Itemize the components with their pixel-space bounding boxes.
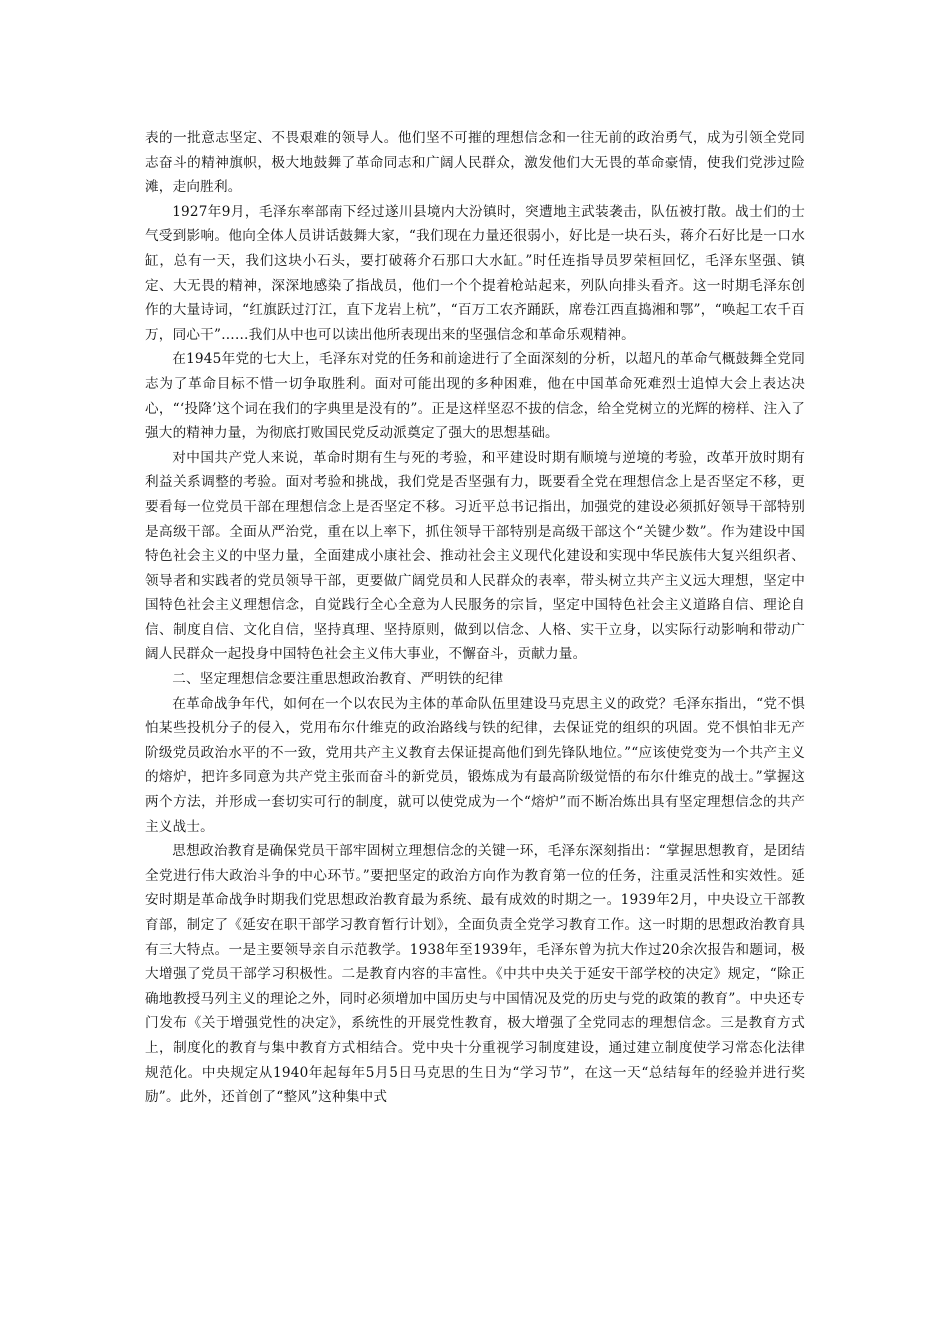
paragraph-tests-of-party: 对中国共产党人来说，革命时期有生与死的考验，和平建设时期有顺境与逆境的考验，改革开放时期有利益关系调整的考验。面对考验和挑战，我们党是否坚强有力，既要看全党在理想信念上是否坚定不移，更要看每一位党员干部在理想信念上是否坚定不移。习近平总书记指出，加强党的建设必须抓好领导干部特别是高级干部。全面从严治党，重在以上率下，抓住领导干部特别是高级干部这个“关键少数”。作为建设中国特色社会主义的中坚力量，全面建成小康社会、推动社会主义现代化建设和实现中华民族伟大复兴组织者、领导者和实践者的党员领导干部，更要做广阔党员和人民群众的表率，带头树立共产主义远大理想，坚定中国特色社会主义理想信念，自觉践行全心全意为人民服务的宗旨，坚定中国特色社会主义道路自信、理论自信、制度自信、文化自信，坚持真理、坚持原则，做到以信念、人格、实干立身，以实际行动影响和带动广阔人民群众一起投身中国特色社会主义伟大事业，不懈奋斗，贡献力量。 xyxy=(145,449,805,663)
paragraph-1927-dafen: 1927年9月，毛泽东率部南下经过遂川县境内大汾镇时，突遭地主武装袭击，队伍被打散。战士们的士气受到影响。他向全体人员讲话鼓舞大家，“我们现在力量还很弱小，好比是一块石头，蒋介石好比是一口水缸，总有一天，我们这块小石头，要打破蒋介石那口大水缸。”时任连指导员罗荣桓回忆，毛泽东坚强、镇定、大无畏的精神，深深地感染了指战员，他们一个个提着枪站起来，列队向排头看齐。这一时期毛泽东创作的大量诗词，“红旗跃过汀江，直下龙岩上杭”，“百万工农齐踊跃，席卷江西直捣湘和鄂”，“唤起工农千百万，同心干”……我们从中也可以读出他所表现出来的坚强信念和革命乐观精神。 xyxy=(145,203,805,343)
document-page xyxy=(145,126,805,1110)
section-heading-2: 二、坚定理想信念要注重思想政治教育、严明铁的纪律 xyxy=(172,671,504,688)
paragraph-continuation: 表的一批意志坚定、不畏艰难的领导人。他们坚不可摧的理想信念和一往无前的政治勇气，成为引领全党同志奋斗的精神旗帜，极大地鼓舞了革命同志和广阔人民群众，激发他们大无畏的革命豪情，使我们党涉过险滩，走向胜利。 xyxy=(145,130,805,196)
paragraph-political-education: 思想政治教育是确保党员干部牢固树立理想信念的关键一环，毛泽东深刻指出：“掌握思想教育，是团结全党进行伟大政治斗争的中心环节。”要把坚定的政治方向作为教育第一位的任务，注重灵活性和实效性。延安时期是革命战争时期我们党思想政治教育最为系统、最有成效的时期之一。1939年2月，中央设立干部教育部，制定了《延安在职干部学习教育暂行计划》，全面负责全党学习教育工作。这一时期的思想政治教育具有三大特点。一是主要领导亲自示范教学。1938年至1939年，毛泽东曾为抗大作过20余次报告和题词，极大增强了党员干部学习积极性。二是教育内容的丰富性。《中共中央关于延安干部学校的决定》规定，“除正确地教授马列主义的理论之外，同时必须增加中国历史与中国情况及党的历史与党的政策的教育”。中央还专门发布《关于增强党性的决定》，系统性的开展党性教育，极大增强了全党同志的理想信念。三是教育方式上，制度化的教育与集中教育方式相结合。党中央十分重视学习制度建设，通过建立制度使学习常态化法律规范化。中央规定从1940年起每年5月5日马克思的生日为“学习节”，在这一天“总结每年的经验并进行奖励”。此外，还首创了“整风”这种集中式 xyxy=(145,843,805,1106)
paragraph-revolutionary-war: 在革命战争年代，如何在一个以农民为主体的革命队伍里建设马克思主义的政党？毛泽东指出，“党不惧怕某些投机分子的侵入，党用布尔什维克的政治路线与铁的纪律，去保证党的组织的巩固。党不惧怕非无产阶级党员政治水平的不一致，党用共产主义教育去保证提高他们到先锋队地位。”“应该使党变为一个共产主义的熔炉，把许多同意为共产党主张而奋斗的新党员，锻炼成为有最高阶级觉悟的布尔什维克的战士。”掌握这两个方法，并形成一套切实可行的制度，就可以使党成为一个“熔炉”而不断冶炼出具有坚定理想信念的共产主义战士。 xyxy=(145,695,805,835)
paragraph-seventh-congress: 在1945年党的七大上，毛泽东对党的任务和前途进行了全面深刻的分析，以超凡的革命气概鼓舞全党同志为了革命目标不惜一切争取胜利。面对可能出现的多种困难，他在中国革命死难烈士追悼大会上表达决心，“‘投降’这个词在我们的字典里是没有的”。正是这样坚忍不拔的信念，给全党树立的光辉的榜样、注入了强大的精神力量，为彻底打败国民党反动派奠定了强大的思想基础。 xyxy=(145,351,805,442)
